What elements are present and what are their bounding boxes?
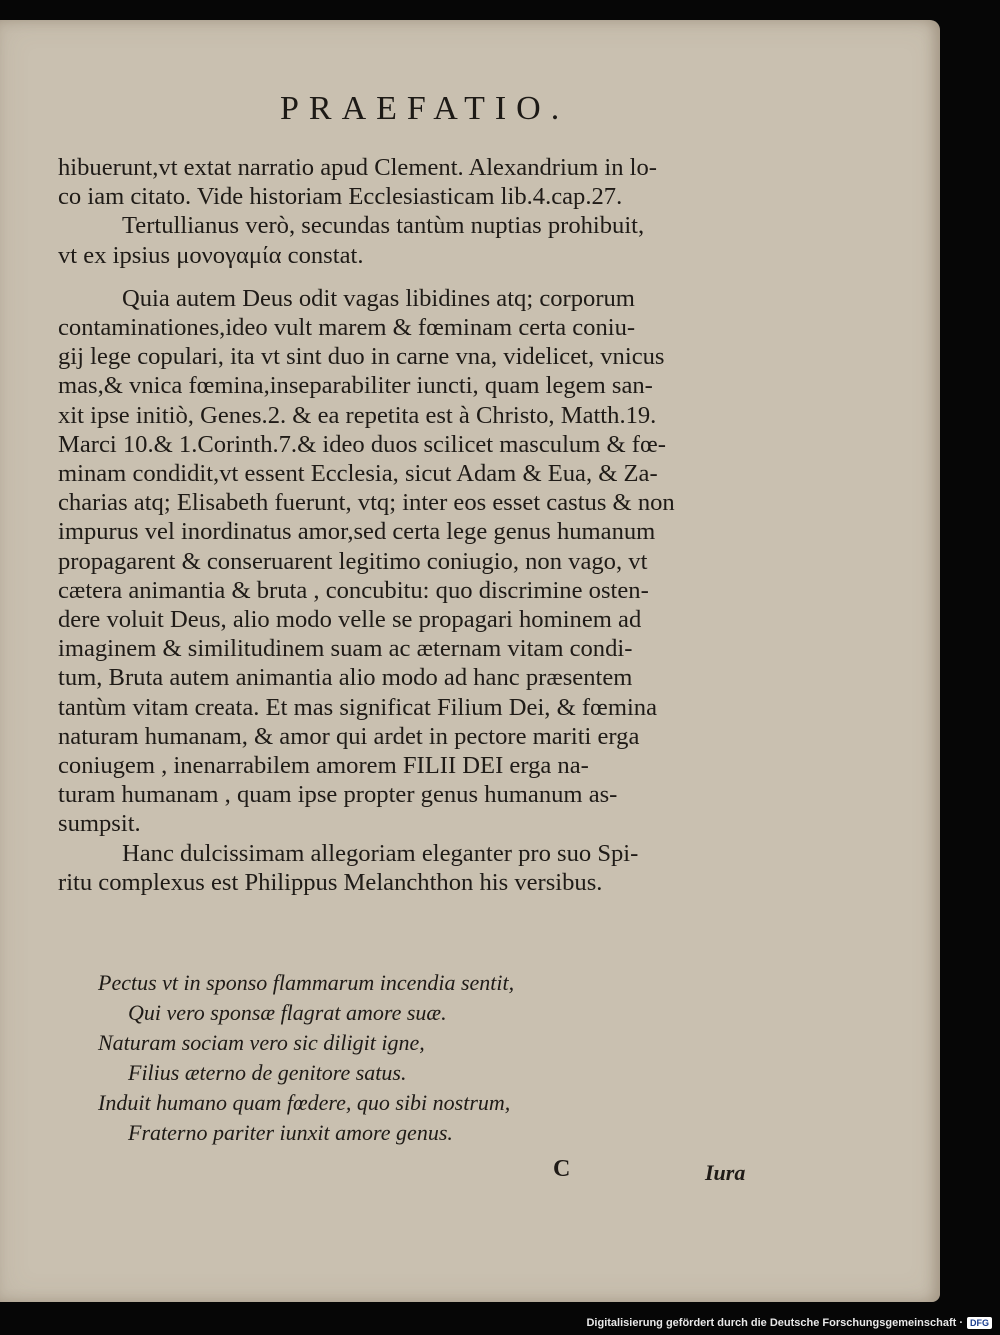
text-line: dere voluit Deus, alio modo velle se propagari hominem ad [58, 606, 642, 634]
text-line: tantùm vitam creata. Et mas significat Filium Dei, & fœmina [58, 693, 657, 721]
verse-line: Filius æterno de genitore satus. [128, 1060, 407, 1085]
text-line: contaminationes,ideo vult marem & fœminam certa coniu- [58, 314, 636, 342]
verse-line: Qui vero sponsæ flagrat amore suæ. [128, 1000, 447, 1025]
text-line: Marci 10.& 1.Corinth.7.& ideo duos scilicet masculum & fœ- [58, 430, 666, 458]
text-line: naturam humanam, & amor qui ardet in pectore mariti erga [58, 722, 640, 750]
text-line: Tertullianus verò, secundas tantùm nuptias prohibuit, [122, 212, 645, 240]
verse-line: Pectus vt in sponso flammarum incendia sentit, [98, 970, 515, 995]
text-line: gij lege copulari, ita vt sint duo in carne vna, videlicet, vnicus [58, 343, 665, 371]
text-line: hibuerunt,vt extat narratio apud Clement. Alexandrium in lo- [58, 154, 657, 181]
text-line: tum, Bruta autem animantia alio modo ad hanc præsentem [58, 664, 633, 692]
text-line: ritu complexus est Philippus Melanchthon his versibus. [58, 868, 603, 896]
text-line: Hanc dulcissimam allegoriam eleganter pro suo Spi- [122, 839, 639, 867]
dfg-logo: DFG [967, 1317, 992, 1329]
text-line: cætera animantia & bruta , concubitu: quo discrimine osten- [58, 576, 649, 604]
text-line: coniugem , inenarrabilem amorem FILII DEI erga na- [58, 752, 589, 780]
text-line: minam condidit,vt essent Ecclesia, sicut Adam & Eua, & Za- [58, 460, 658, 488]
text-line: turam humanam , quam ipse propter genus humanum as- [58, 781, 618, 809]
body-text [58, 153, 758, 897]
verse-line: Fraterno pariter iunxit amore genus. [128, 1120, 453, 1145]
text-line: charias atq; Elisabeth fuerunt, vtq; inter eos esset castus & non [58, 489, 675, 517]
text-line: impurus vel inordinatus amor,sed certa lege genus humanum [58, 518, 656, 546]
catchword: Iura [705, 1160, 746, 1185]
text-line: sumpsit. [58, 810, 141, 838]
text-line: mas,& vnica fœmina,inseparabiliter iuncti, quam legem san- [58, 372, 653, 400]
digitization-credit [586, 1317, 992, 1329]
signature-mark: C [553, 1156, 571, 1182]
text-line: Quia autem Deus odit vagas libidines atq; corporum [122, 284, 635, 312]
verse-line: Naturam sociam vero sic diligit igne, [98, 1030, 425, 1055]
verse-block [98, 968, 618, 1148]
running-title: PRAEFATIO. [280, 90, 570, 127]
credit-text: Digitalisierung gefördert durch die Deutsche Forschungsgemeinschaft · [586, 1317, 963, 1329]
text-line: xit ipse initiò, Genes.2. & ea repetita est à Christo, Matth.19. [58, 401, 657, 429]
text-line: co iam citato. Vide historiam Ecclesiasticam lib.4.cap.27. [58, 183, 623, 211]
verse-line: Induit humano quam fœdere, quo sibi nostrum, [98, 1090, 511, 1115]
text-line: vt ex ipsius μονογαμία constat. [58, 241, 364, 269]
text-line: propagarent & conseruarent legitimo coniugio, non vago, vt [58, 547, 648, 575]
text-line: imaginem & similitudinem suam ac æternam vitam condi- [58, 635, 633, 663]
book-page [0, 20, 940, 1302]
